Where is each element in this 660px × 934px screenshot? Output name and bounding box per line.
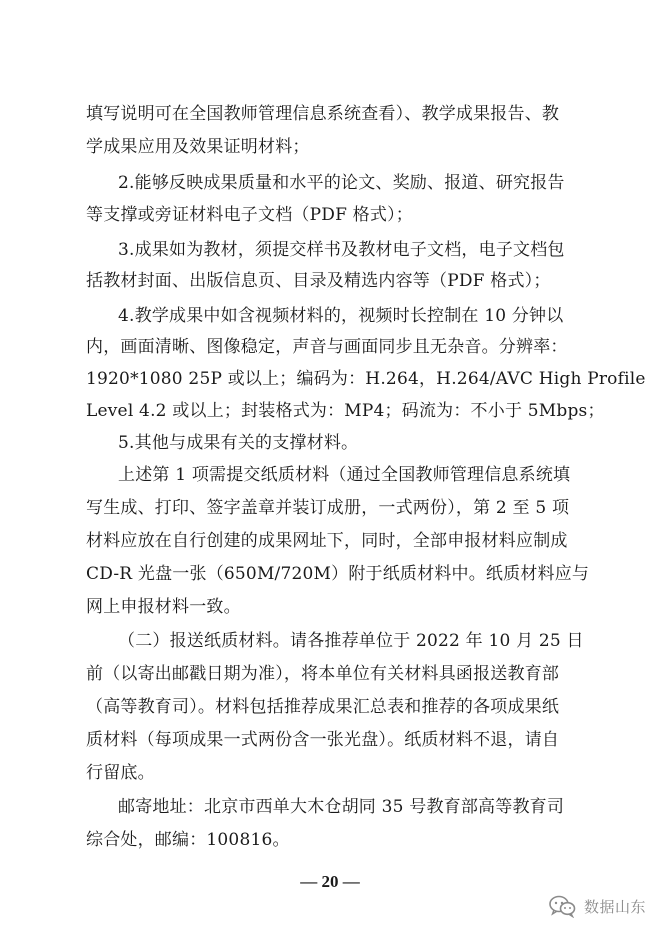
watermark	[548, 892, 646, 920]
text-line: 等支撑或旁证材料电子文档（PDF 格式）；	[86, 205, 413, 225]
text-line: 质材料（每项成果一式两份含一张光盘）。纸质材料不退，请自	[86, 730, 560, 750]
text-line: 网上申报材料一致。	[86, 597, 241, 617]
text-line: （二）报送纸质材料。请各推荐单位于 2022 年 10 月 25 日	[118, 631, 584, 651]
text-line: 前（以寄出邮戳日期为准），将本单位有关材料具函报送教育部	[86, 664, 560, 684]
text-line: 填写说明可在全国教师管理信息系统查看）、教学成果报告、教	[86, 104, 560, 124]
text-line: 学成果应用及效果证明材料；	[86, 137, 310, 157]
text-line: 上述第 1 项需提交纸质材料（通过全国教师管理信息系统填	[118, 465, 571, 485]
text-line: 行留底。	[86, 763, 155, 783]
text-line: 内，画面清晰、图像稳定，声音与画面同步且无杂音。分辨率：	[86, 337, 568, 357]
text-line: 3.成果如为教材，须提交样书及教材电子文档，电子文档包	[118, 240, 565, 260]
text-line: 5.其他与成果有关的支撑材料。	[118, 433, 359, 453]
text-line: 4.教学成果中如含视频材料的，视频时长控制在 10 分钟以	[118, 306, 564, 326]
text-line: 2.能够反映成果质量和水平的论文、奖励、报道、研究报告	[118, 173, 565, 193]
text-line: CD-R 光盘一张（650M/720M）附于纸质材料中。纸质材料应与	[86, 564, 590, 584]
page-number: — 20 —	[300, 872, 360, 891]
text-line: Level 4.2 或以上；封装格式为：MP4；码流为：不小于 5Mbps；	[86, 401, 605, 421]
text-line: （高等教育司）。材料包括推荐成果汇总表和推荐的各项成果纸	[86, 697, 560, 717]
text-line: 1920*1080 25P 或以上；编码为：H.264，H.264/AVC High Profile	[86, 369, 646, 389]
text-line: 综合处，邮编：100816。	[86, 830, 290, 850]
text-line: 材料应放在自行创建的成果网址下，同时，全部申报材料应制成	[86, 531, 568, 551]
text-line: 写生成、打印、签字盖章并装订成册，一式两份），第 2 至 5 项	[86, 498, 570, 518]
text-line: 邮寄地址：北京市西单大木仓胡同 35 号教育部高等教育司	[118, 797, 565, 817]
wechat-icon	[548, 894, 576, 918]
watermark-text: 数据山东	[583, 897, 646, 916]
text-line: 括教材封面、出版信息页、目录及精选内容等（PDF 格式）；	[86, 271, 551, 291]
